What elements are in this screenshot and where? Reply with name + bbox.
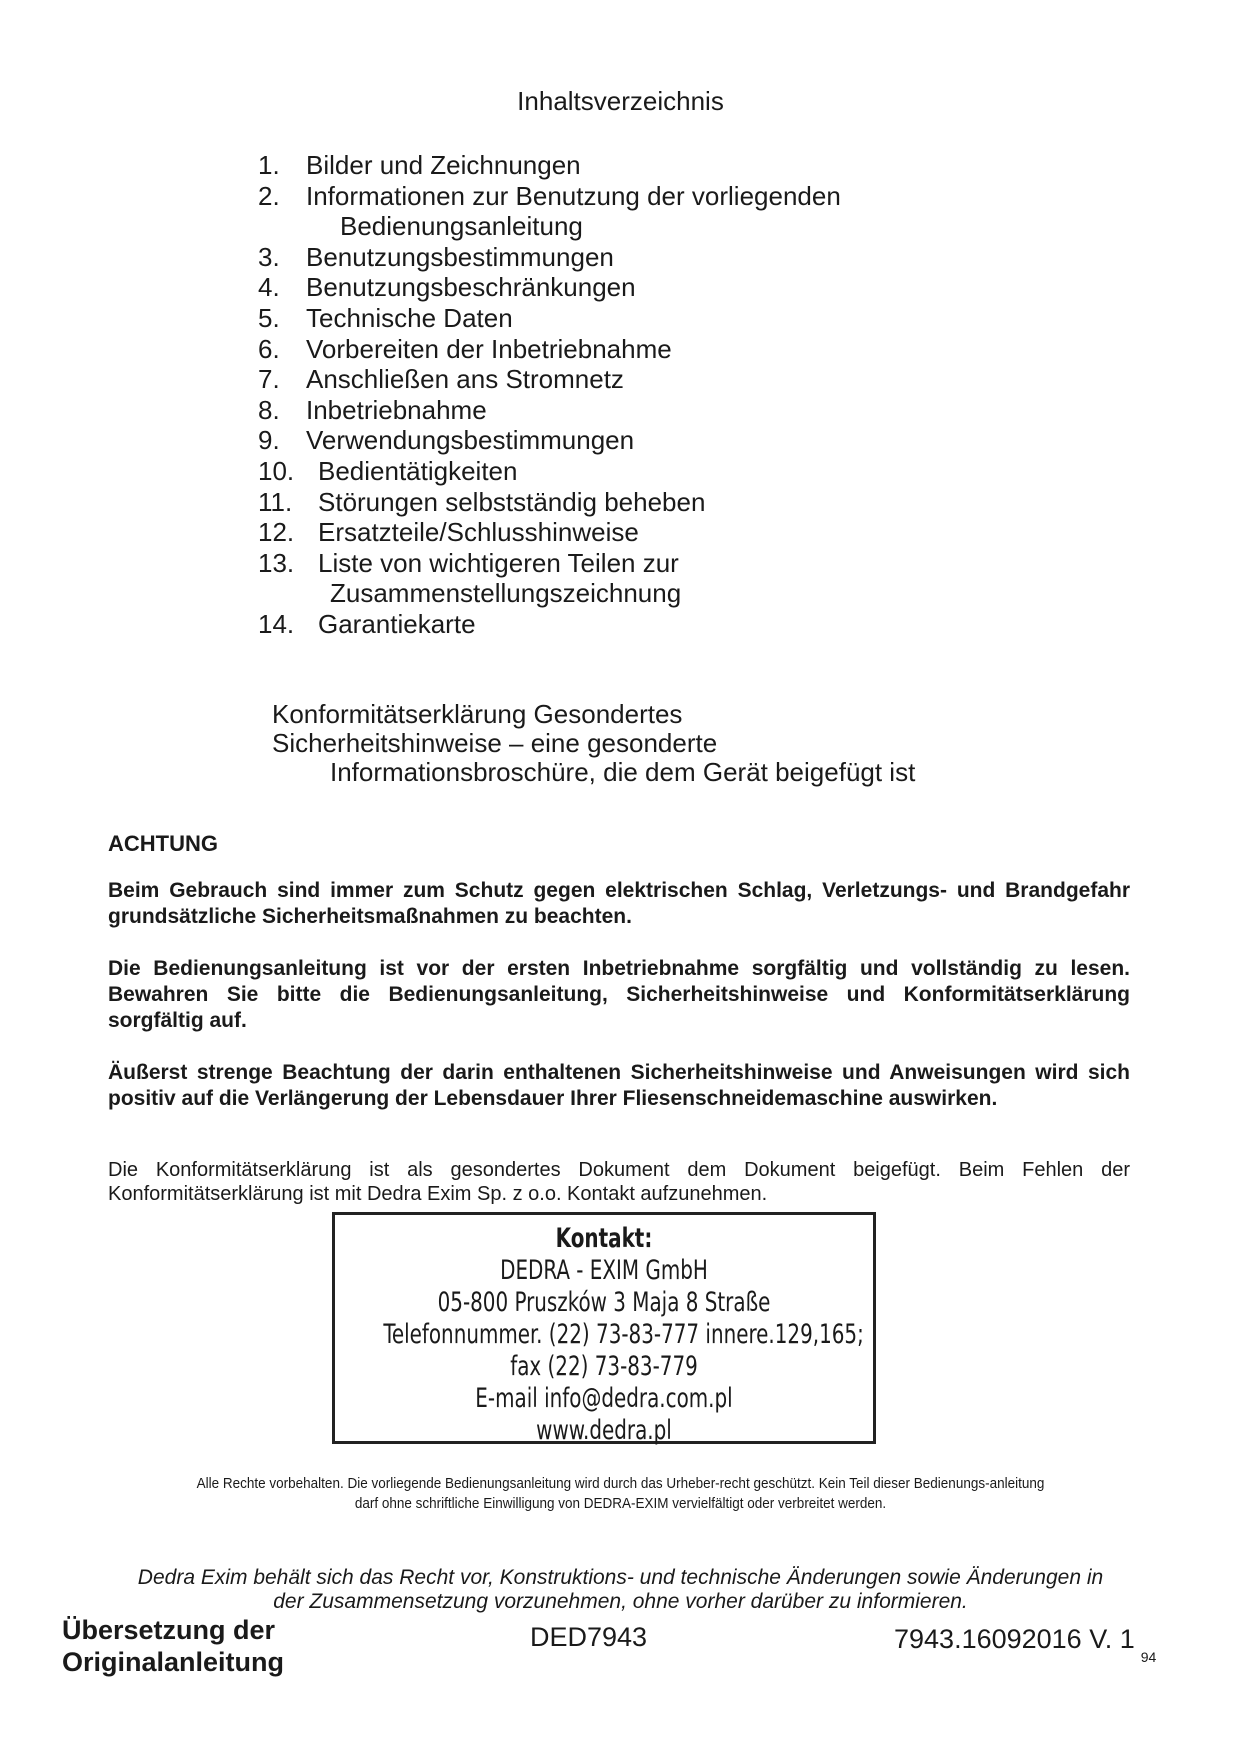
disclaimer-line: der Zusammensetzung vorzunehmen, ohne vorher darüber zu informieren. bbox=[273, 1590, 968, 1613]
warning-paragraph: Äußerst strenge Beachtung der darin enthaltenen Sicherheitshinweise und Anweisungen wird sich positiv auf die Verlängerung der Lebensdauer Ihrer Fliesenschneidemaschine auswirken. bbox=[108, 1061, 1130, 1110]
toc-item bbox=[258, 150, 841, 181]
toc-item bbox=[258, 609, 841, 640]
contact-company: DEDRA - EXIM GmbH bbox=[500, 1255, 708, 1286]
contact-box bbox=[332, 1212, 876, 1444]
contact-title: Kontakt: bbox=[555, 1223, 653, 1254]
copyright-line: Alle Rechte vorbehalten. Die vorliegende Bedienungsanleitung wird durch das Urheber-recht geschützt. Kein Teil dieser Bedienungs-anleitung bbox=[196, 1475, 1045, 1492]
toc-text: Informationen zur Benutzung der vorliegenden bbox=[306, 180, 841, 211]
toc-item bbox=[258, 303, 841, 334]
toc-number: 1. bbox=[258, 150, 280, 180]
toc-item bbox=[258, 456, 841, 487]
toc-text: Bilder und Zeichnungen bbox=[306, 150, 581, 180]
toc-item bbox=[258, 517, 841, 548]
toc-item bbox=[258, 487, 841, 518]
disclaimer bbox=[0, 1566, 1241, 1614]
toc-text: Inbetriebnahme bbox=[306, 394, 487, 425]
table-of-contents bbox=[258, 150, 841, 640]
toc-number: 4. bbox=[258, 272, 280, 303]
declaration-note: Die Konformitätserklärung ist als gesondertes Dokument dem Dokument beigefügt. Beim Fehlen der Konformitätserklärung ist mit Dedra Exim Sp. z o.o. Kontakt aufzunehmen. bbox=[108, 1159, 1130, 1205]
contact-fax: fax (22) 73-83-779 bbox=[510, 1351, 698, 1382]
warning-heading: ACHTUNG bbox=[108, 831, 218, 856]
contact-website: www.dedra.pl bbox=[536, 1415, 672, 1446]
declaration-line: Informationsbroschüre, die dem Gerät beigefügt ist bbox=[330, 757, 916, 787]
toc-text: Ersatzteile/Schlusshinweise bbox=[318, 517, 639, 548]
contact-phone: Telefonnummer. (22) 73-83-777 innere.129,165; bbox=[383, 1319, 864, 1350]
toc-item bbox=[258, 334, 841, 365]
toc-item bbox=[258, 548, 841, 579]
footer-model: DED7943 bbox=[530, 1622, 648, 1652]
toc-number: 12. bbox=[258, 517, 295, 548]
toc-item bbox=[258, 272, 841, 303]
toc-number: 7. bbox=[258, 364, 280, 395]
toc-text: Garantiekarte bbox=[318, 608, 476, 639]
footer-line: Übersetzung der bbox=[62, 1615, 276, 1645]
toc-continuation: Bedienungsanleitung bbox=[340, 211, 583, 242]
toc-number: 5. bbox=[258, 302, 280, 333]
disclaimer-line: Dedra Exim behält sich das Recht vor, Konstruktions- und technische Änderungen sowie Änderungen in bbox=[137, 1566, 1104, 1589]
toc-number: 3. bbox=[258, 241, 280, 272]
toc-number: 2. bbox=[258, 180, 280, 211]
toc-number: 8. bbox=[258, 394, 280, 425]
contact-address: 05-800 Pruszków 3 Maja 8 Straße bbox=[437, 1287, 771, 1318]
warning-paragraph: Beim Gebrauch sind immer zum Schutz gegen elektrischen Schlag, Verletzungs- und Brandgefahr grundsätzliche Sicherheitsmaßnahmen zu beachten. bbox=[108, 879, 1130, 928]
toc-number: 14. bbox=[258, 608, 295, 639]
toc-text: Störungen selbstständig beheben bbox=[318, 486, 706, 517]
toc-number: 10. bbox=[258, 455, 295, 486]
declaration-block bbox=[272, 700, 915, 787]
contact-email: E-mail info@dedra.com.pl bbox=[475, 1383, 733, 1414]
toc-item bbox=[258, 425, 841, 456]
toc-item bbox=[258, 181, 841, 212]
copyright-line: darf ohne schriftliche Einwilligung von DEDRA-EXIM vervielfältigt oder verbreitet werden. bbox=[354, 1495, 887, 1512]
toc-number: 6. bbox=[258, 333, 280, 364]
toc-text: Verwendungsbestimmungen bbox=[306, 425, 635, 456]
toc-text: Benutzungsbestimmungen bbox=[306, 241, 614, 272]
footer-version-block bbox=[894, 1624, 1156, 1665]
toc-number: 11. bbox=[258, 486, 293, 517]
toc-continuation: Zusammenstellungszeichnung bbox=[330, 578, 682, 609]
toc-number: 9. bbox=[258, 425, 280, 456]
toc-text: Bedientätigkeiten bbox=[318, 455, 518, 486]
toc-text: Anschließen ans Stromnetz bbox=[306, 364, 624, 395]
copyright-notice bbox=[62, 1474, 1179, 1514]
footer-line: Originalanleitung bbox=[62, 1647, 285, 1677]
toc-title: Inhaltsverzeichnis bbox=[517, 86, 724, 116]
toc-text: Benutzungsbeschränkungen bbox=[306, 272, 636, 303]
toc-text: Vorbereiten der Inbetriebnahme bbox=[306, 333, 672, 364]
toc-item bbox=[258, 395, 841, 426]
warning-paragraph: Die Bedienungsanleitung ist vor der ersten Inbetriebnahme sorgfältig und vollständig zu lesen. Bewahren Sie bitte die Bedienungsanleitung, Sicherheitshinweise und Konformitätserklärung sorgfältig auf. bbox=[108, 957, 1130, 1032]
footer-version: 7943.16092016 V. 1 bbox=[894, 1624, 1135, 1654]
footer-translation-label bbox=[62, 1614, 284, 1678]
declaration-line: Konformitätserklärung Gesondertes bbox=[272, 699, 683, 729]
toc-item bbox=[258, 364, 841, 395]
declaration-line: Sicherheitshinweise – eine gesonderte bbox=[272, 728, 718, 758]
page-number: 94 bbox=[1140, 1649, 1157, 1665]
toc-text: Liste von wichtigeren Teilen zur bbox=[318, 547, 679, 578]
toc-text: Technische Daten bbox=[306, 302, 513, 333]
toc-item bbox=[258, 242, 841, 273]
toc-number: 13. bbox=[258, 547, 295, 578]
